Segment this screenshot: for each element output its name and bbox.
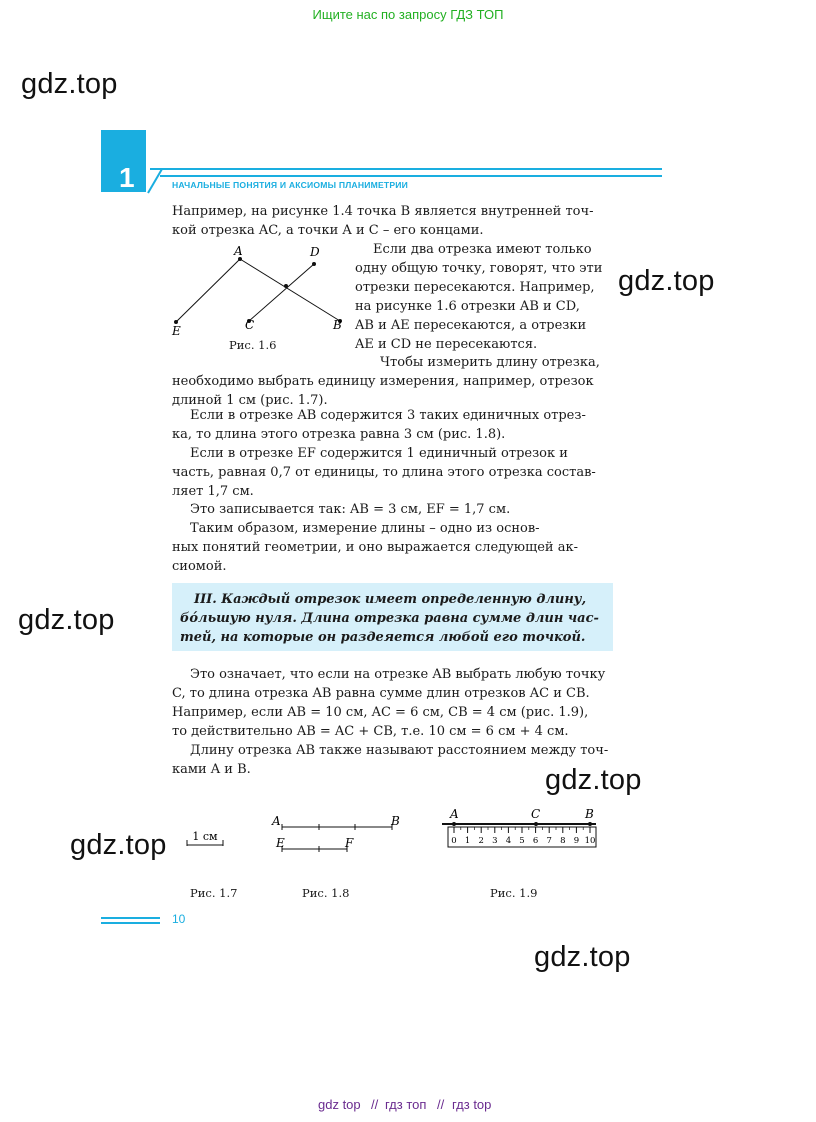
text-line: кой отрезка AC, а точки A и C – его концами. (172, 223, 484, 238)
text-line: Это означает, что если на отрезке AB выбрать любую точку (190, 667, 606, 682)
watermark: gdz.top (18, 604, 115, 636)
bottom-link[interactable]: gdz top (318, 1097, 361, 1112)
footer-rule (101, 917, 160, 919)
text-line: ками A и B. (172, 762, 251, 777)
point-label: A (272, 814, 281, 828)
bottom-separator: // (371, 1097, 379, 1112)
text-line: на рисунке 1.6 отрезки AB и CD, (355, 299, 580, 314)
paragraph (172, 500, 613, 519)
text-line: ка, то длина этого отрезка равна 3 см (рис. 1.8). (172, 427, 506, 442)
point-label: B (585, 807, 594, 821)
point-label: D (310, 245, 320, 259)
text-line: Это записывается так: AB = 3 см, EF = 1,7 см. (190, 502, 511, 517)
point-label: C (245, 318, 255, 332)
paragraph (172, 741, 613, 779)
watermark: gdz.top (534, 941, 631, 973)
watermark: gdz.top (21, 68, 118, 100)
text-line: Например, если AB = 10 см, AC = 6 см, CB = 4 см (рис. 1.9), (172, 705, 589, 720)
bottom-separator: // (437, 1097, 445, 1112)
paragraph (172, 519, 613, 576)
footer-rule (101, 922, 160, 924)
ruler-label: 10 (584, 836, 596, 846)
point-label: E (172, 324, 181, 338)
text-line: Чтобы измерить длину отрезка, (380, 355, 600, 370)
figure-caption: Рис. 1.7 (190, 886, 238, 900)
axiom-text (180, 590, 607, 647)
chapter-number: 1 (119, 162, 135, 193)
text-line: AE и CD не пересекаются. (355, 337, 538, 352)
point-label: B (391, 814, 400, 828)
paragraph (172, 444, 613, 501)
ruler-label: 7 (546, 836, 552, 846)
text-line: тей, на которые он раздеяется любой его точкой. (180, 630, 586, 645)
watermark: gdz.top (545, 764, 642, 796)
text-line: бóльшую нуля. Длина отрезка равна сумме длин час- (180, 611, 599, 626)
ruler-label: 0 (451, 836, 457, 846)
point-label: A (234, 244, 243, 258)
paragraph (172, 665, 613, 741)
text-line: III. Каждый отрезок имеет определенную длину, (194, 592, 587, 607)
ruler-label: 5 (519, 836, 525, 846)
text-line: Длину отрезка AB также называют расстоянием между точ- (190, 743, 609, 758)
point-label: B (333, 318, 342, 332)
ruler-label: 9 (573, 836, 580, 846)
text-line: C, то длина отрезка AB равна сумме длин отрезков AC и CB. (172, 686, 590, 701)
figure-caption: Рис. 1.6 (229, 338, 277, 352)
point-label: A (450, 807, 459, 821)
text-line: Если два отрезка имеют только (373, 242, 592, 257)
paragraph (172, 353, 613, 410)
ruler-label: 6 (532, 836, 539, 846)
header-rule (150, 168, 662, 170)
figure-caption: Рис. 1.8 (302, 886, 350, 900)
text-line: Например, на рисунке 1.4 точка B является внутренней точ- (172, 204, 594, 219)
chapter-title: НАЧАЛЬНЫЕ ПОНЯТИЯ И АКСИОМЫ ПЛАНИМЕТРИИ (172, 180, 409, 190)
bottom-link[interactable]: гдз топ (385, 1097, 427, 1112)
text-line: длиной 1 см (рис. 1.7). (172, 393, 328, 408)
top-banner[interactable]: Ищите нас по запросу ГДЗ ТОП (312, 7, 504, 22)
ruler-label: 3 (492, 836, 498, 846)
text-line: AB и AE пересекаются, а отрезки (355, 318, 587, 333)
figure-1-9 (440, 805, 604, 853)
figure-caption: Рис. 1.9 (490, 886, 538, 900)
figure-1-8 (268, 810, 408, 856)
ruler-label: 8 (560, 836, 566, 846)
text-line: Таким образом, измерение длины – одно из основ- (190, 521, 540, 536)
text-line: необходимо выбрать единицу измерения, например, отрезок (172, 374, 594, 389)
text-line: то действительно AB = AC + CB, т.е. 10 см = 6 см + 4 см. (172, 724, 569, 739)
point-label: E (276, 836, 285, 850)
paragraph (355, 240, 613, 354)
bottom-link[interactable]: гдз top (452, 1097, 492, 1112)
paragraph (172, 202, 613, 240)
text-line: часть, равная 0,7 от единицы, то длина этого отрезка состав- (172, 465, 596, 480)
page-number: 10 (172, 912, 186, 926)
figure-1-7 (182, 826, 232, 850)
ruler-label: 2 (478, 836, 484, 846)
text-line: ляет 1,7 см. (172, 484, 254, 499)
point-label: C (531, 807, 541, 821)
watermark: gdz.top (618, 265, 715, 297)
text-line: сиомой. (172, 559, 227, 574)
unit-label: 1 см (192, 830, 218, 843)
header-rule (160, 175, 662, 177)
ruler-label: 1 (464, 836, 471, 846)
figure-1-6 (165, 240, 355, 340)
paragraph (172, 406, 613, 444)
text-line: Если в отрезке AB содержится 3 таких единичных отрез- (190, 408, 586, 423)
watermark: gdz.top (70, 829, 167, 861)
point-label: F (345, 836, 354, 850)
text-line: ных понятий геометрии, и оно выражается следующей ак- (172, 540, 578, 555)
text-line: одну общую точку, говорят, что эти (355, 261, 603, 276)
text-line: отрезки пересекаются. Например, (355, 280, 595, 295)
ruler-label: 4 (505, 836, 512, 846)
text-line: Если в отрезке EF содержится 1 единичный отрезок и (190, 446, 568, 461)
